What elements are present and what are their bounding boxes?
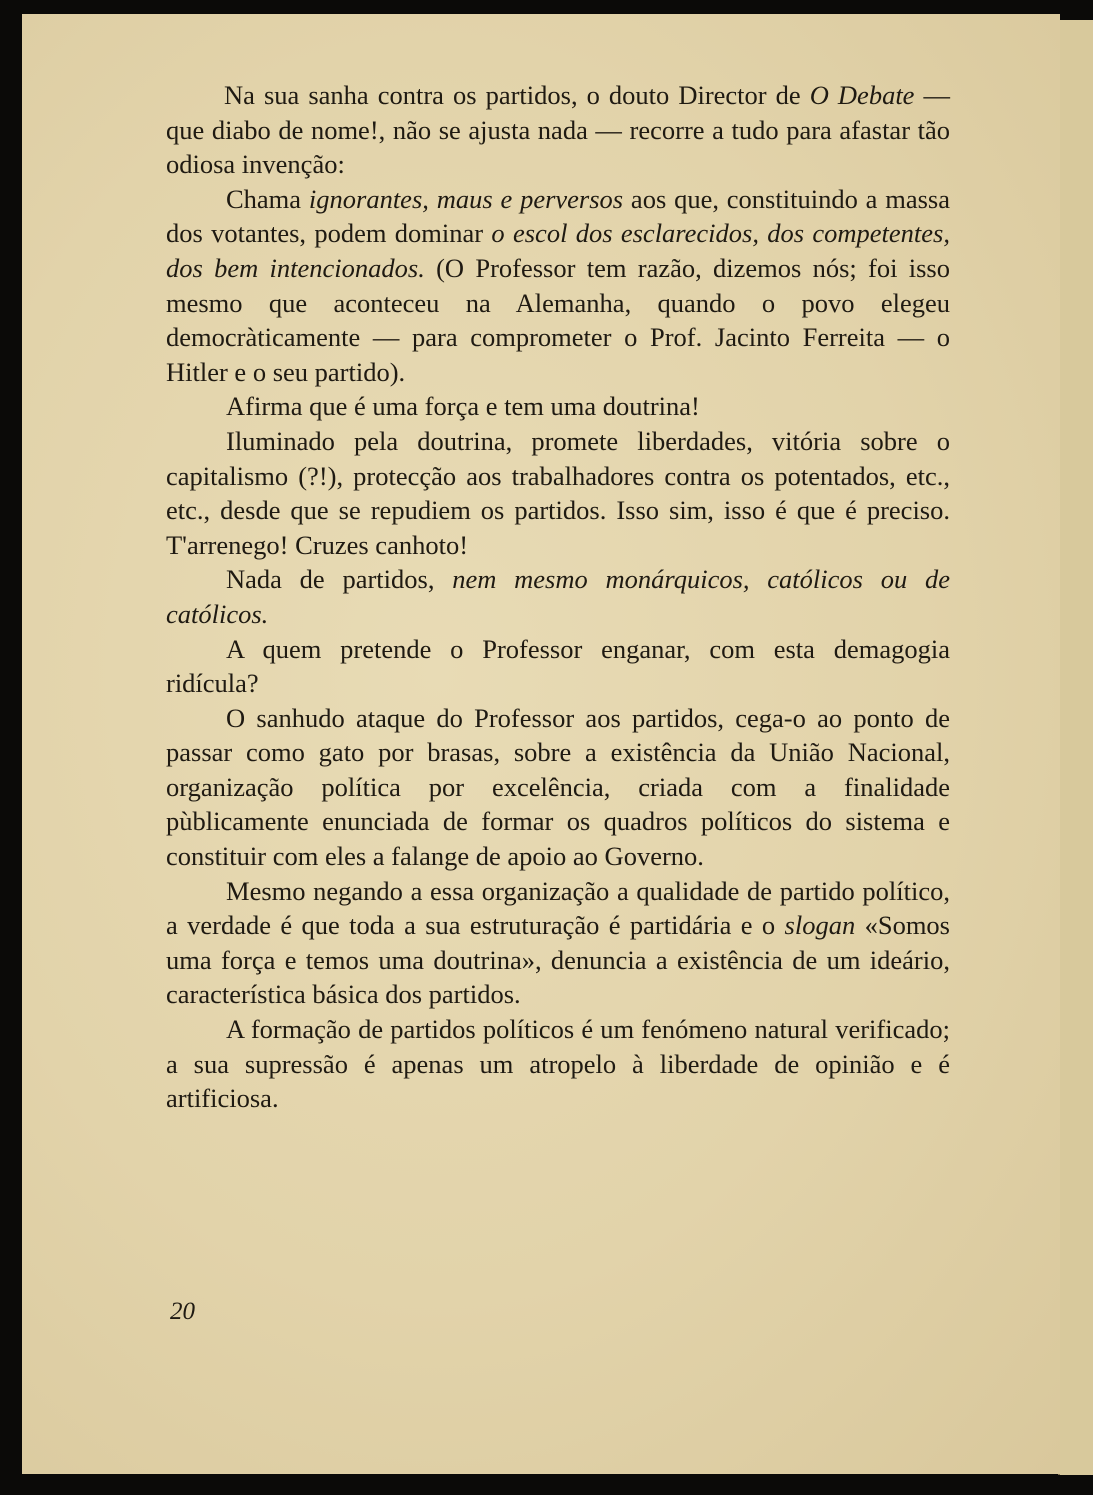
italic-segment: O Debate (809, 80, 915, 110)
paragraph (166, 389, 950, 424)
text-segment: Chama (226, 183, 309, 214)
text-segment: aos que, constituindo a massa dos votantes, podem dominar (166, 183, 950, 249)
text-segment: (O Professor tem razão, dizemos nós; foi isso mesmo que aconteceu na Alemanha, quando o povo elegeu democràticamente — para comprometer o Prof. Jacinto Ferreita — o Hitler e o seu partido). (166, 252, 950, 387)
paragraph (166, 632, 950, 701)
page-number: 20 (170, 1298, 195, 1325)
paragraph (166, 874, 950, 1012)
italic-segment: slogan (784, 910, 856, 941)
text-segment: Mesmo negando a essa organização a qualidade de partido político, a verdade é que toda a sua estruturação é partidária e o (166, 875, 950, 941)
text-segment: Nada de partidos, (226, 564, 453, 595)
italic-segment: nem mesmo monárquicos, católicos ou de católicos. (166, 564, 950, 629)
text-segment: «Somos uma força e temos uma doutrina», denuncia a existência de um ideário, característica básica dos partidos. (166, 910, 950, 1010)
italic-segment: o escol dos esclarecidos, dos competentes, dos bem intencionados. (166, 218, 950, 283)
paragraph (166, 424, 950, 562)
text-segment: Na sua sanha contra os partidos, o douto Director de (224, 80, 810, 110)
text-segment: Afirma que é uma força e tem uma doutrina! (226, 391, 700, 422)
text-segment: A quem pretende o Professor enganar, com esta demagogia ridícula? (166, 633, 950, 699)
body-text (166, 78, 950, 1116)
paragraph (166, 182, 950, 390)
paragraph (166, 562, 950, 631)
text-segment: Iluminado pela doutrina, promete liberdades, vitória sobre o capitalismo (?!), protecção aos trabalhadores contra os potentados, etc., etc., desde que se repudiem os partidos. Isso sim, isso é que é preciso. T'arrenego! Cruzes canhoto! (166, 425, 950, 560)
text-segment: O sanhudo ataque do Professor aos partidos, cega-o ao ponto de passar como gato por brasas, sobre a existência da União Nacional, organização política por excelência, criada com a finalidade pùblicamente enunciada de formar os quadros políticos do sistema e constituir com eles a falange de apoio ao Governo. (166, 702, 950, 872)
paragraph (166, 1012, 950, 1116)
italic-segment: ignorantes, maus e perversos (308, 183, 624, 214)
text-segment: A formação de partidos políticos é um fenómeno natural verificado; a sua supressão é apenas um atropelo à liberdade de opinião e é artificiosa. (166, 1014, 950, 1114)
text-segment: — que diabo de nome!, não se ajusta nada — recorre a tudo para afastar tão odiosa invenção: (166, 80, 951, 180)
adjacent-page-edge (1058, 20, 1093, 1475)
paragraph (166, 78, 950, 182)
paragraph (166, 701, 950, 874)
